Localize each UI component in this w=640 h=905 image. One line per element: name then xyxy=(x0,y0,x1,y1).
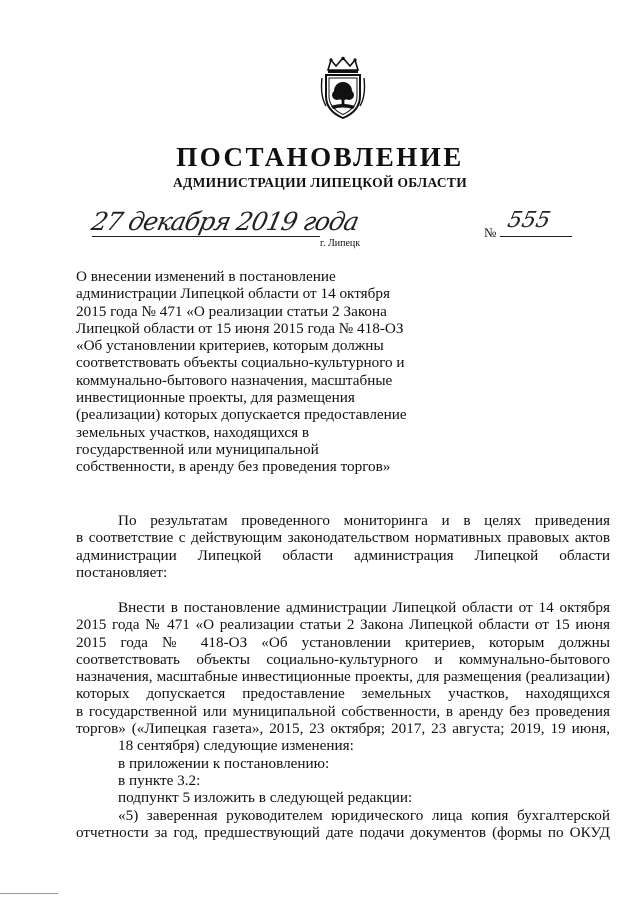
paragraph-line: в приложении к постановлению: xyxy=(118,754,330,772)
lipetsk-coat-of-arms-icon xyxy=(318,56,368,120)
document-subtitle: АДМИНИСТРАЦИИ ЛИПЕЦКОЙ ОБЛАСТИ xyxy=(172,175,468,190)
about-line: земельных участков, находящихся в xyxy=(76,423,310,441)
paragraph-line: 18 сентября) следующие изменения: xyxy=(118,737,354,755)
footer-rule xyxy=(0,893,58,894)
document-city: г. Липецк xyxy=(320,238,361,249)
about-line: коммунально-бытового назначения, масштабные xyxy=(76,371,393,389)
paragraph-line: соответствовать объекты социально-культурного и коммунально-бытового xyxy=(76,650,610,668)
paragraph-line: Внести в постановление администрации Липецкой области от 14 октября xyxy=(118,599,610,616)
about-line: государственной или муниципальной xyxy=(76,440,319,458)
about-line: инвестиционные проекты, для размещения xyxy=(76,389,355,407)
document-date-handwritten: 27 декабря 2019 года xyxy=(88,207,362,236)
paragraph-line: постановляет: xyxy=(76,563,168,581)
paragraph-line: в соответствие с действующим законодательством нормативных правовых актов xyxy=(76,529,610,547)
number-sign: № xyxy=(484,225,497,240)
paragraph-line: в государственной или муниципальной собственности, в аренду без проведения xyxy=(76,702,610,720)
about-line: Липецкой области от 15 июня 2015 года № 418-ОЗ xyxy=(76,319,404,337)
paragraph-line: которых допускается предоставление земельных участков, находящихся xyxy=(76,685,610,703)
resolution-paragraph xyxy=(76,599,610,841)
about-line: «Об установлении критериев, которым должны xyxy=(76,337,384,355)
preamble-paragraph xyxy=(76,512,610,581)
paragraph-line: администрации Липецкой области администрация Липецкой области xyxy=(76,546,610,564)
number-underline xyxy=(500,236,572,237)
paragraph-line: По результатам проведенного мониторинга и в целях приведения xyxy=(118,512,610,529)
paragraph-line: торгов» («Липецкая газета», 2015, 23 октября; 2017, 23 августа; 2019, 19 июня, xyxy=(76,720,610,738)
paragraph-line: назначения, масштабные инвестиционные проекты, для размещения (реализации) xyxy=(76,668,610,686)
paragraph-line: 2015 года № 471 «О реализации статьи 2 Закона Липецкой области от 15 июня xyxy=(76,616,610,634)
scan-mark: · xyxy=(63,8,65,14)
paragraph-line: подпункт 5 изложить в следующей редакции: xyxy=(118,789,413,807)
about-line: администрации Липецкой области от 14 октября xyxy=(76,285,390,303)
document-title: ПОСТАНОВЛЕНИЕ xyxy=(176,142,464,172)
paragraph-line: «5) заверенная руководителем юридического лица копия бухгалтерской xyxy=(118,806,610,824)
document-about xyxy=(76,268,416,476)
paragraph-line: в пункте 3.2: xyxy=(118,771,201,789)
about-line: собственности, в аренду без проведения торгов» xyxy=(76,458,391,476)
about-line: О внесении изменений в постановление xyxy=(76,268,336,285)
paragraph-line: отчетности за год, предшествующий дате подачи документов (формы по ОКУД xyxy=(76,823,610,841)
about-line: (реализации) которых допускается предоставление xyxy=(76,406,407,424)
about-line: 2015 года № 471 «О реализации статьи 2 Закона xyxy=(76,302,387,320)
date-underline xyxy=(92,236,320,237)
about-line: соответствовать объекты социально-культурного и xyxy=(76,354,405,372)
paragraph-line: 2015 года № 418-ОЗ «Об установлении критериев, которым должны xyxy=(76,633,610,651)
document-number-handwritten: 555 xyxy=(505,208,553,233)
